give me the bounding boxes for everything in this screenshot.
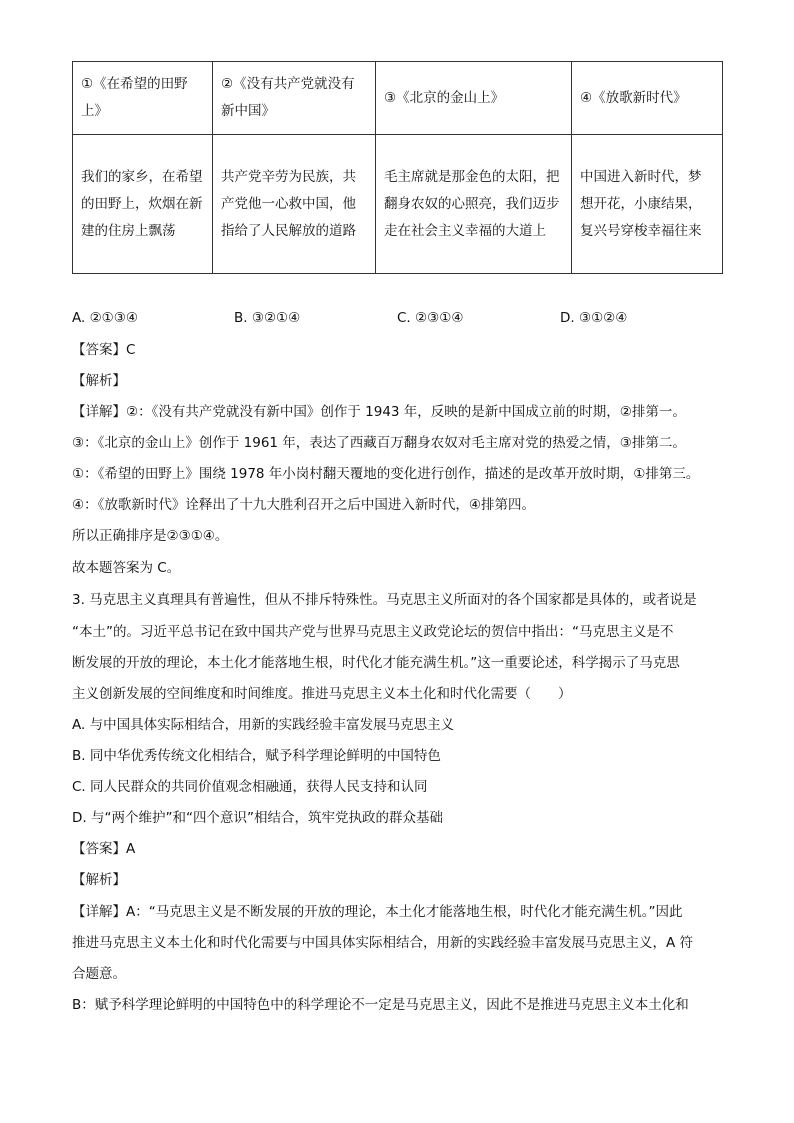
- q2-analysis-heading: 【解析】: [72, 373, 126, 389]
- q2-explanation-line: 故本题答案为 C。: [72, 560, 181, 576]
- q3-option-d: D. 与“两个维护”和“四个意识”相结合，筑牢党执政的群众基础: [72, 810, 443, 826]
- q2-answer: 【答案】C: [72, 342, 136, 358]
- table-header-cell: ②《没有共产党就没有新中国》: [213, 62, 376, 135]
- table-header-cell: ④《放歌新时代》: [572, 62, 723, 135]
- q2-options: [72, 310, 732, 330]
- q3-explanation-line: 推进马克思主义本土化和时代化需要与中国具体实际相结合，用新的实践经验丰富发展马克思主义，A 符: [72, 935, 694, 951]
- table-header-cell: ③《北京的金山上》: [376, 62, 572, 135]
- q3-explanation-line: 合题意。: [72, 966, 126, 982]
- q3-stem-line: 3. 马克思主义真理具有普遍性，但从不排斥特殊性。马克思主义所面对的各个国家都是具体的，或者说是: [72, 592, 697, 608]
- q3-option-b: B. 同中华优秀传统文化相结合，赋予科学理论鲜明的中国特色: [72, 748, 441, 764]
- q2-explanation-line: ①：《希望的田野上》围绕 1978 年小岗村翻天覆地的变化进行创作，描述的是改革开放时期，①排第三。: [72, 466, 700, 482]
- q3-stem-line: 主义创新发展的空间维度和时间维度。推进马克思主义本土化和时代化需要（ ）: [72, 686, 572, 702]
- table-cell: 共产党辛劳为民族，共产党他一心救中国，他指给了人民解放的道路: [213, 135, 376, 274]
- songs-table: [72, 61, 723, 274]
- q2-option-c: C. ②③①④: [397, 310, 464, 326]
- q3-analysis-heading: 【解析】: [72, 872, 126, 888]
- q2-option-b: B. ③②①④: [234, 310, 301, 326]
- q3-option-a: A. 与中国具体实际相结合，用新的实践经验丰富发展马克思主义: [72, 717, 455, 733]
- table-row: [73, 135, 723, 274]
- q2-explanation-line: 所以正确排序是②③①④。: [72, 528, 229, 544]
- q3-stem-line: 断发展的开放的理论，本土化才能落地生根，时代化才能充满生机。”这一重要论述，科学揭示了马克思: [72, 655, 680, 671]
- table-cell: 中国进入新时代，梦想开花，小康结果，复兴号穿梭幸福往来: [572, 135, 723, 274]
- q2-explanation-line: ③：《北京的金山上》创作于 1961 年，表达了西藏百万翻身农奴对毛主席对党的热爱之情，③排第二。: [72, 435, 686, 451]
- q3-explanation-line: B：赋予科学理论鲜明的中国特色中的科学理论不一定是马克思主义，因此不是推进马克思主义本土化和: [72, 997, 689, 1013]
- q3-explanation-line: 【详解】A：“马克思主义是不断发展的开放的理论，本土化才能落地生根，时代化才能充满生机。”因此: [72, 904, 683, 920]
- q2-explanation-line: 【详解】②：《没有共产党就没有新中国》创作于 1943 年，反映的是新中国成立前的时期，②排第一。: [72, 404, 686, 420]
- q2-explanation-line: ④：《放歌新时代》诠释出了十九大胜利召开之后中国进入新时代，④排第四。: [72, 497, 535, 513]
- q2-option-a: A. ②①③④: [72, 310, 138, 326]
- table-header-cell: ①《在希望的田野上》: [73, 62, 213, 135]
- q3-stem-line: “本土”的。习近平总书记在致中国共产党与世界马克思主义政党论坛的贺信中指出：“马克思主义是不: [72, 624, 674, 640]
- q3-option-c: C. 同人民群众的共同价值观念相融通，获得人民支持和认同: [72, 779, 428, 795]
- q3-answer: 【答案】A: [72, 841, 136, 857]
- table-header-row: [73, 62, 723, 135]
- table-cell: 我们的家乡，在希望的田野上，炊烟在新建的住房上飘荡: [73, 135, 213, 274]
- table-cell: 毛主席就是那金色的太阳，把翻身农奴的心照亮，我们迈步走在社会主义幸福的大道上: [376, 135, 572, 274]
- q2-option-d: D. ③①②④: [560, 310, 628, 326]
